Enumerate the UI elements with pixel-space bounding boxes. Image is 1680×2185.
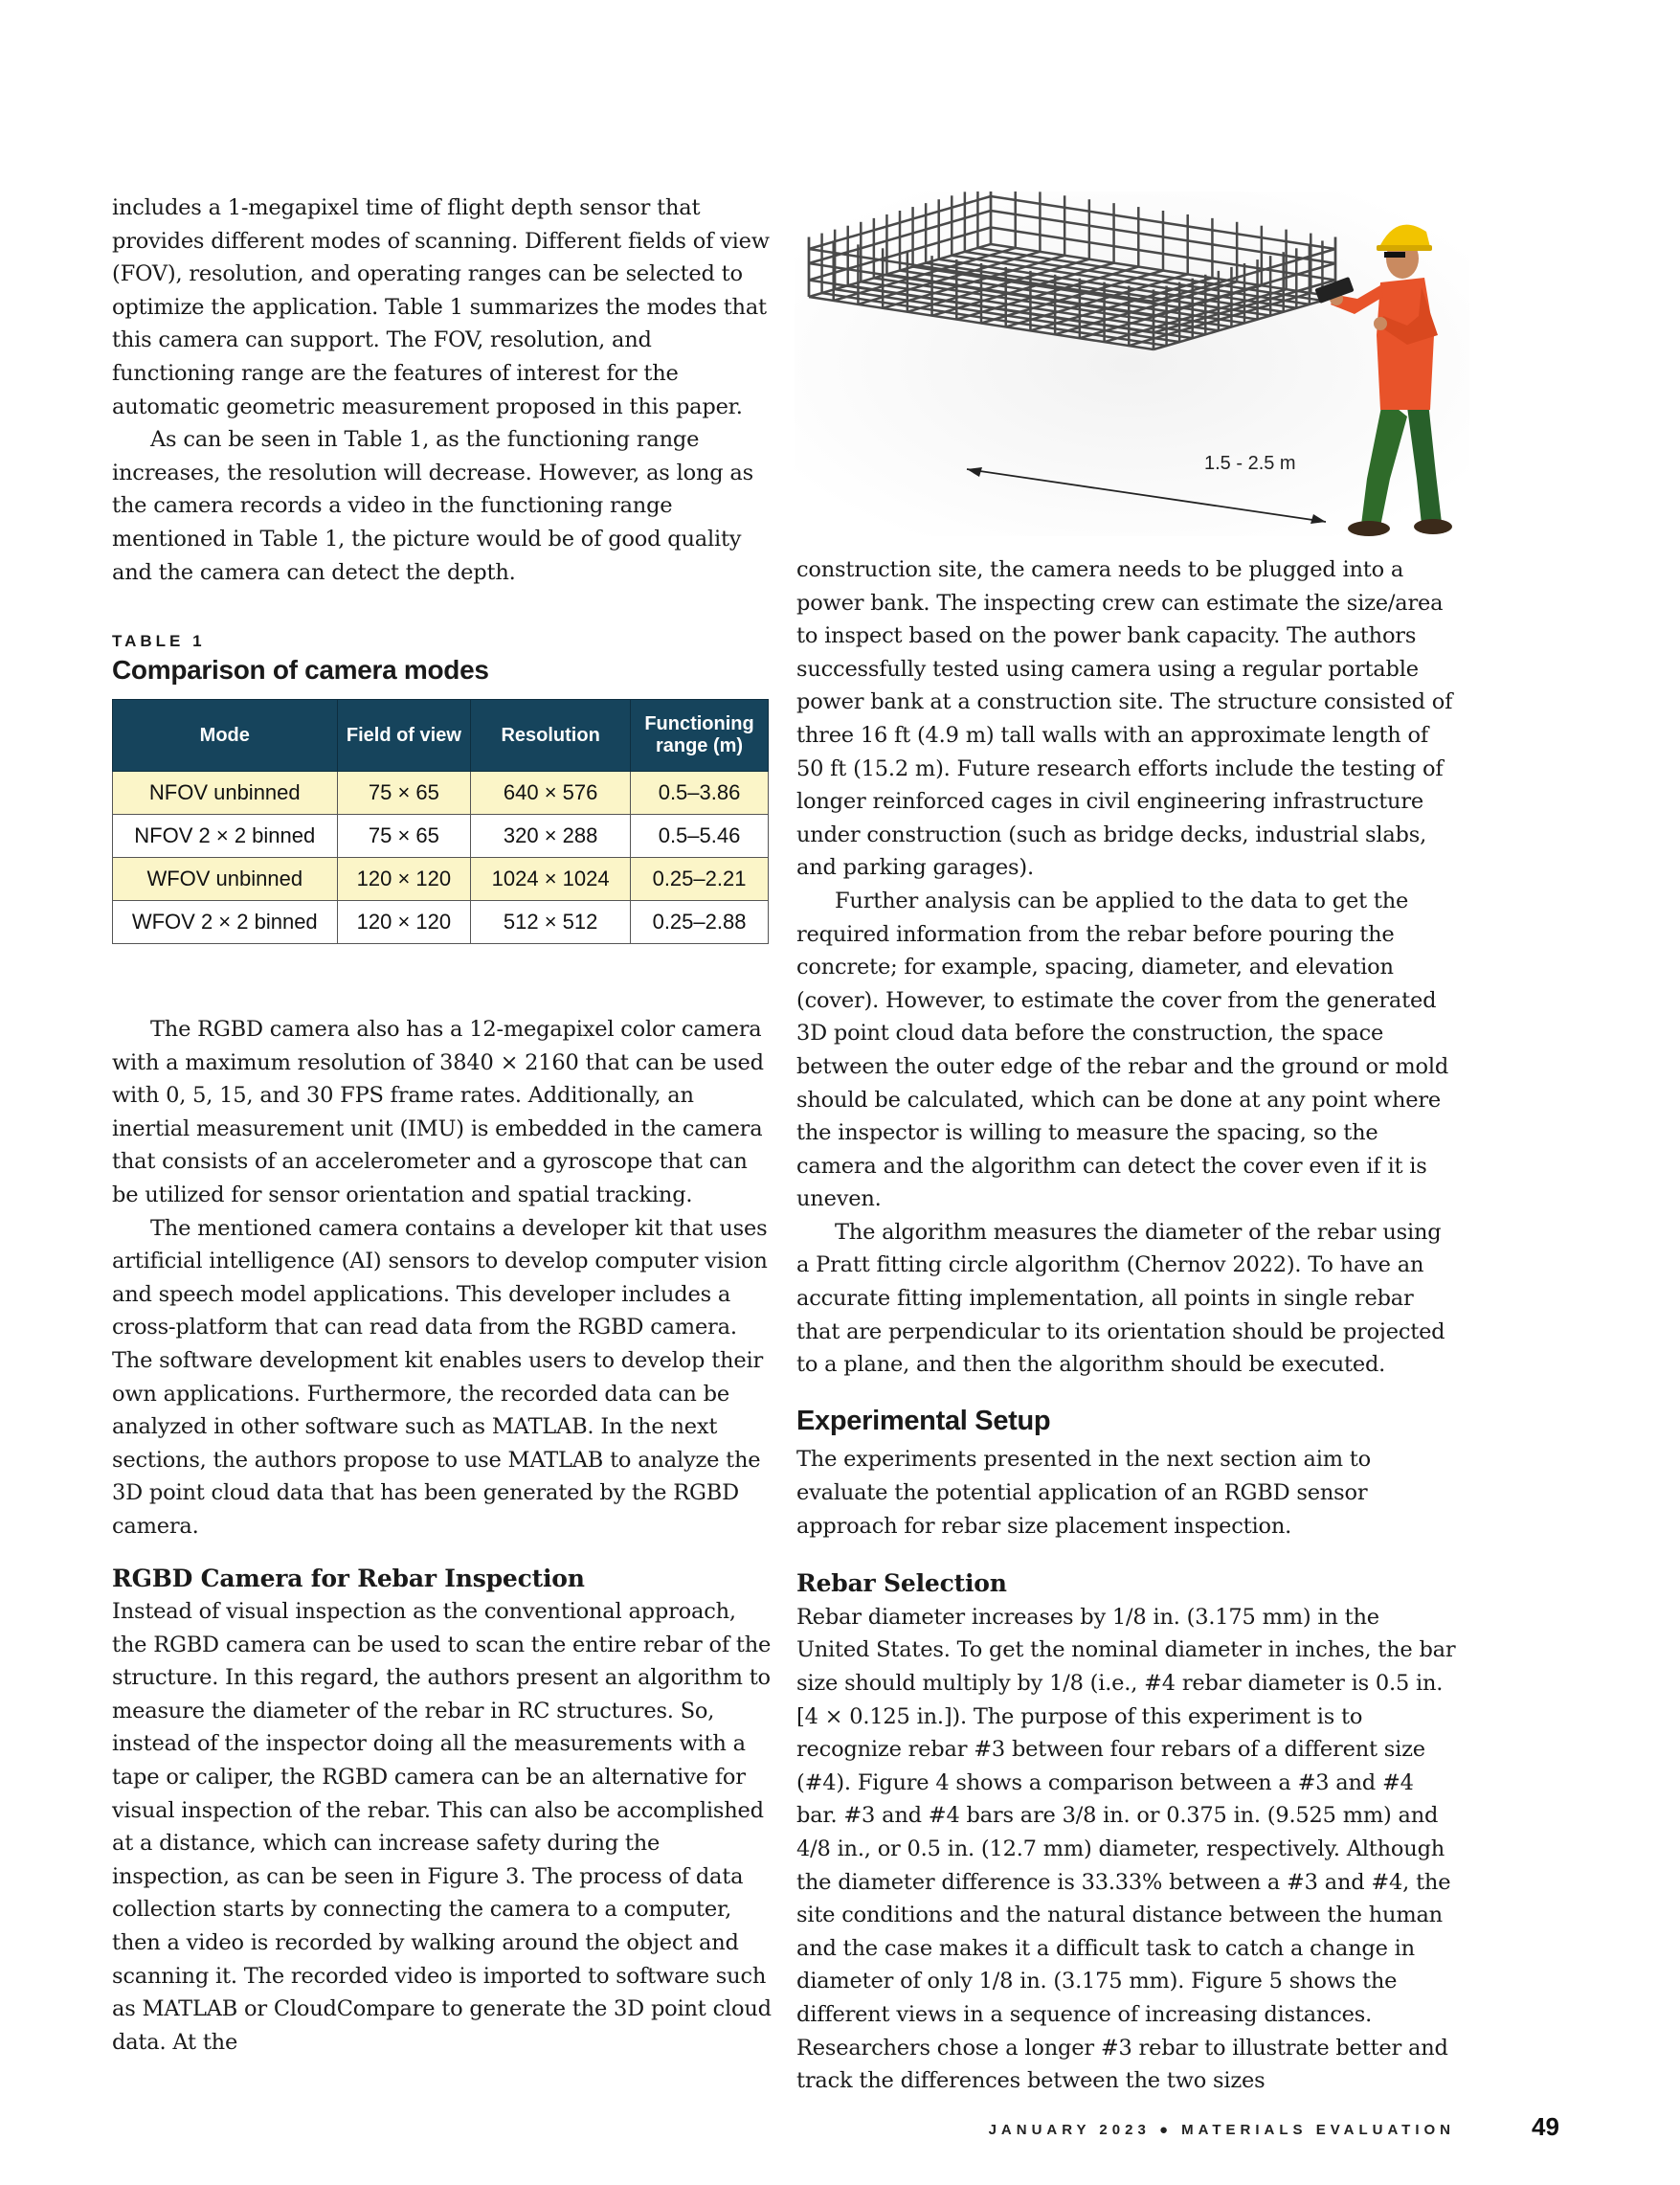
table-row [113,858,769,901]
table-cell: NFOV unbinned [113,772,338,815]
table-1 [112,632,769,944]
table-cell: WFOV unbinned [113,858,338,901]
table-cell: 120 × 120 [337,858,471,901]
paragraph: The mentioned camera contains a developer kit that uses artificial intelligence (AI) sensors to develop computer vision and speech model applications. This developer includes a cross-platform that can read data from the RGBD camera. The software development kit enables users to develop their own applications. Furthermore, the recorded data can be analyzed in other software such as MATLAB. In the next sections, the authors propose to use MATLAB to analyze the 3D point cloud data that has been generated by the RGBD camera. [112,1215,768,1539]
footer-journal: JANUARY 2023 ● MATERIALS EVALUATION [988,2122,1455,2138]
distance-label: 1.5 - 2.5 m [1204,453,1296,474]
table-cell: 512 × 512 [471,901,631,944]
page-number: 49 [1532,2112,1559,2141]
paragraph: The algorithm measures the diameter of the rebar using a Pratt fitting circle algorithm (Chernov 2022). To have an accurate fitting implementation, all points in single rebar that are perpendicular to its orientation should be projected to a plane, and then the algorithm should be executed. [796,1219,1445,1378]
table-cell: 120 × 120 [337,901,471,944]
paragraph: Rebar diameter increases by 1/8 in. (3.175 mm) in the United States. To get the nominal diameter in inches, the bar size should multiply by 1/8 (i.e., #4 rebar diameter is 0.5 in. [4 × 0.125 in.]). The purpose of this experiment is to recognize rebar #3 between four rebars of a different size (#4). Figure 4 shows a comparison between a #3 and #4 bar. #3 and #4 bars are 3/8 in. or 0.375 in. (9.525 mm) and 4/8 in., or 0.5 in. (12.7 mm) diameter, respectively. Although the diameter difference is 33.33% between a #3 and #4, the site conditions and the natural distance between the human and the case makes it a difficult task to catch a change in diameter of only 1/8 in. (3.175 mm). Figure 5 shows the different views in a sequence of increasing distances. Researchers chose a longer #3 rebar to illustrate better and track the differences between the two sizes [796,1604,1456,2094]
table-cell: 0.5–3.86 [631,772,769,815]
table-cell: 75 × 65 [337,772,471,815]
column-header: Mode [113,700,338,772]
paragraph: includes a 1-megapixel time of flight depth sensor that provides different modes of scanning. Different fields of view (FOV), resolution, and operating ranges can be selected to optimize the application. Table 1 summarizes the modes that this camera can support. The FOV, resolution, and functioning range are the features of interest for the automatic geometric measurement proposed in this paper. [112,195,770,419]
column-header: Resolution [471,700,631,772]
section-heading: Experimental Setup [796,1405,1051,1436]
table-cell: 0.25–2.21 [631,858,769,901]
paragraph: The RGBD camera also has a 12-megapixel color camera with a maximum resolution of 3840 × 2160 that can be used with 0, 5, 15, and 30 FPS frame rates. Additionally, an inertial measurement unit (IMU) is embedded in the camera that consists of an accelerometer and a gyroscope that can be utilized for sensor orientation and spatial tracking. [112,1017,764,1207]
camera-modes-table [112,699,769,944]
figure-3-illustration [795,191,1469,536]
paragraph: As can be seen in Table 1, as the functioning range increases, the resolution will decrease. However, as long as the camera records a video in the functioning range mentioned in Table 1, the picture would be of good quality and the camera can detect the depth. [112,427,753,585]
paragraph: construction site, the camera needs to be plugged into a power bank. The inspecting crew can estimate the size/area to inspect based on the power bank capacity. The authors successfully tested using camera using a regular portable power bank at a construction site. The structure consisted of three 16 ft (4.9 m) tall walls with an approximate length of 50 ft (15.2 m). Future research efforts include the testing of longer reinforced cages in civil engineering infrastructure under construction (such as bridge decks, industrial slabs, and parking garages). [796,557,1453,881]
table-cell: 640 × 576 [471,772,631,815]
paragraph: The experiments presented in the next section aim to evaluate the potential application of an RGBD sensor approach for rebar size placement inspection. [796,1447,1371,1539]
table-cell: NFOV 2 × 2 binned [113,815,338,858]
table-cell: 320 × 288 [471,815,631,858]
right-column [796,553,1457,2098]
table-cell: 1024 × 1024 [471,858,631,901]
section-heading: RGBD Camera for Rebar Inspection [112,1564,585,1592]
subsection-heading: Rebar Selection [796,1569,1007,1598]
column-header: Field of view [337,700,471,772]
left-column-intro [112,191,773,589]
table-row [113,772,769,815]
left-column-body [112,1013,773,2059]
table-cell: 0.25–2.88 [631,901,769,944]
table-row [113,901,769,944]
column-header: Functioning range (m) [631,700,769,772]
table-title: Comparison of camera modes [112,655,489,685]
table-row [113,815,769,858]
table-cell: 0.5–5.46 [631,815,769,858]
paragraph: Further analysis can be applied to the data to get the required information from the rebar before pouring the concrete; for example, spacing, diameter, and elevation (cover). However, to estimate the cover from the generated 3D point cloud data before the construction, the space between the outer edge of the rebar and the ground or mold should be calculated, which can be done at any point where the inspector is willing to measure the spacing, so the camera and the algorithm can detect the cover even if it is uneven. [796,888,1449,1212]
table-header-row [113,700,769,772]
table-label: TABLE 1 [112,632,206,650]
table-cell: WFOV 2 × 2 binned [113,901,338,944]
paragraph: Instead of visual inspection as the conventional approach, the RGBD camera can be used to scan the entire rebar of the structure. In this regard, the authors present an algorithm to measure the diameter of the rebar in RC structures. So, instead of the inspector doing all the measurements with a tape or caliper, the RGBD camera can be an alternative for visual inspection of the rebar. This can also be accomplished at a distance, which can increase safety during the inspection, as can be seen in Figure 3. The process of data collection starts by connecting the camera to a computer, then a video is recorded by walking around the object and scanning it. The recorded video is imported to software such as MATLAB or CloudCompare to generate the 3D point cloud data. At the [112,1599,772,2055]
table-cell: 75 × 65 [337,815,471,858]
